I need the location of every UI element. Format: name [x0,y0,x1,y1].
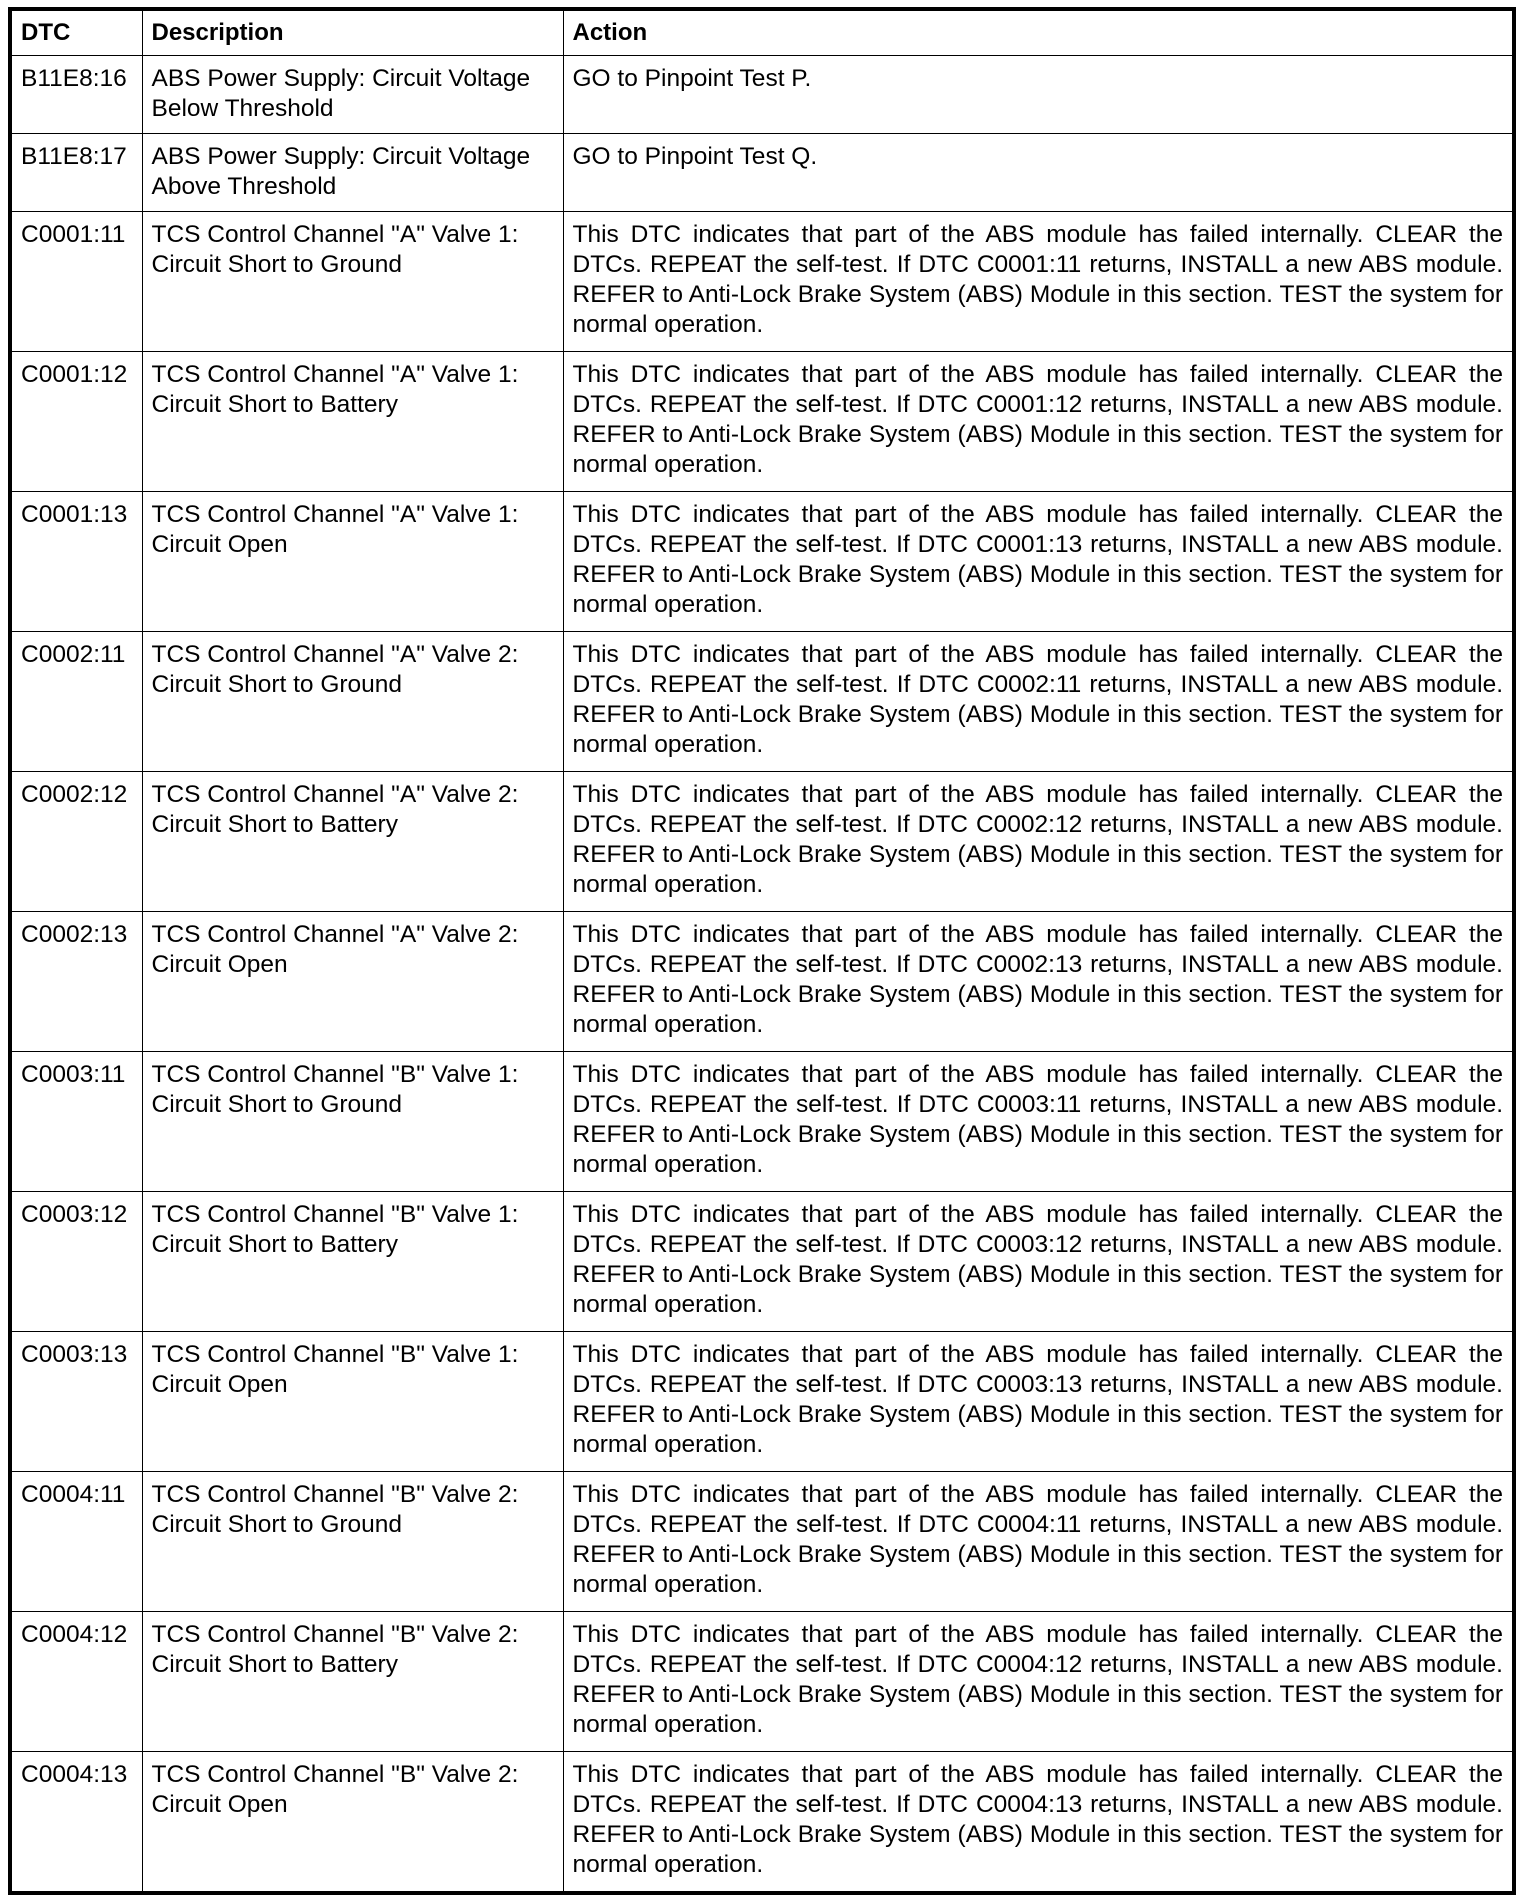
table-row [10,134,1514,212]
dtc-action: This DTC indicates that part of the ABS module has failed internally. CLEAR the DTCs. REPEAT the self-test. If DTC C0001:11 returns, INSTALL a new ABS module. REFER to Anti-Lock Brake System (ABS) Module in this section. TEST the system for normal operation. [563,212,1514,352]
table-row [10,1332,1514,1472]
table-row [10,1472,1514,1612]
table-row [10,1192,1514,1332]
table-row [10,56,1514,134]
dtc-action: This DTC indicates that part of the ABS module has failed internally. CLEAR the DTCs. REPEAT the self-test. If DTC C0004:11 returns, INSTALL a new ABS module. REFER to Anti-Lock Brake System (ABS) Module in this section. TEST the system for normal operation. [563,1472,1514,1612]
dtc-code: C0002:12 [10,772,142,912]
dtc-description: TCS Control Channel "A" Valve 1: Circuit Short to Battery [142,352,563,492]
dtc-description: TCS Control Channel "B" Valve 2: Circuit Short to Ground [142,1472,563,1612]
table-row [10,772,1514,912]
dtc-code: C0003:13 [10,1332,142,1472]
header-description: Description [142,9,563,56]
dtc-description: TCS Control Channel "B" Valve 1: Circuit Short to Battery [142,1192,563,1332]
table-row [10,1052,1514,1192]
dtc-description: TCS Control Channel "A" Valve 2: Circuit Short to Battery [142,772,563,912]
dtc-action: This DTC indicates that part of the ABS module has failed internally. CLEAR the DTCs. REPEAT the self-test. If DTC C0003:12 returns, INSTALL a new ABS module. REFER to Anti-Lock Brake System (ABS) Module in this section. TEST the system for normal operation. [563,1192,1514,1332]
dtc-code: C0003:12 [10,1192,142,1332]
dtc-table [8,7,1516,1895]
dtc-code: C0001:13 [10,492,142,632]
table-body [10,56,1514,1894]
header-action: Action [563,9,1514,56]
dtc-action: This DTC indicates that part of the ABS module has failed internally. CLEAR the DTCs. REPEAT the self-test. If DTC C0002:13 returns, INSTALL a new ABS module. REFER to Anti-Lock Brake System (ABS) Module in this section. TEST the system for normal operation. [563,912,1514,1052]
table-row [10,1612,1514,1752]
dtc-code: C0004:13 [10,1752,142,1894]
dtc-code: C0004:11 [10,1472,142,1612]
dtc-action: GO to Pinpoint Test Q. [563,134,1514,212]
dtc-action: This DTC indicates that part of the ABS module has failed internally. CLEAR the DTCs. REPEAT the self-test. If DTC C0004:13 returns, INSTALL a new ABS module. REFER to Anti-Lock Brake System (ABS) Module in this section. TEST the system for normal operation. [563,1752,1514,1894]
dtc-action: GO to Pinpoint Test P. [563,56,1514,134]
dtc-description: TCS Control Channel "B" Valve 2: Circuit Open [142,1752,563,1894]
dtc-code: B11E8:17 [10,134,142,212]
dtc-code: B11E8:16 [10,56,142,134]
table-row [10,632,1514,772]
dtc-description: TCS Control Channel "B" Valve 1: Circuit Short to Ground [142,1052,563,1192]
table-row [10,212,1514,352]
dtc-code: C0002:11 [10,632,142,772]
dtc-description: TCS Control Channel "A" Valve 2: Circuit Short to Ground [142,632,563,772]
dtc-description: ABS Power Supply: Circuit Voltage Above Threshold [142,134,563,212]
table-header [10,9,1514,56]
table-row [10,912,1514,1052]
dtc-description: TCS Control Channel "A" Valve 2: Circuit Open [142,912,563,1052]
header-dtc: DTC [10,9,142,56]
dtc-code: C0001:11 [10,212,142,352]
dtc-action: This DTC indicates that part of the ABS module has failed internally. CLEAR the DTCs. REPEAT the self-test. If DTC C0001:12 returns, INSTALL a new ABS module. REFER to Anti-Lock Brake System (ABS) Module in this section. TEST the system for normal operation. [563,352,1514,492]
dtc-code: C0001:12 [10,352,142,492]
dtc-code: C0003:11 [10,1052,142,1192]
dtc-action: This DTC indicates that part of the ABS module has failed internally. CLEAR the DTCs. REPEAT the self-test. If DTC C0001:13 returns, INSTALL a new ABS module. REFER to Anti-Lock Brake System (ABS) Module in this section. TEST the system for normal operation. [563,492,1514,632]
table-row [10,352,1514,492]
header-row [10,9,1514,56]
dtc-action: This DTC indicates that part of the ABS module has failed internally. CLEAR the DTCs. REPEAT the self-test. If DTC C0003:11 returns, INSTALL a new ABS module. REFER to Anti-Lock Brake System (ABS) Module in this section. TEST the system for normal operation. [563,1052,1514,1192]
dtc-action: This DTC indicates that part of the ABS module has failed internally. CLEAR the DTCs. REPEAT the self-test. If DTC C0004:12 returns, INSTALL a new ABS module. REFER to Anti-Lock Brake System (ABS) Module in this section. TEST the system for normal operation. [563,1612,1514,1752]
dtc-action: This DTC indicates that part of the ABS module has failed internally. CLEAR the DTCs. REPEAT the self-test. If DTC C0002:12 returns, INSTALL a new ABS module. REFER to Anti-Lock Brake System (ABS) Module in this section. TEST the system for normal operation. [563,772,1514,912]
table-row [10,492,1514,632]
dtc-description: TCS Control Channel "A" Valve 1: Circuit Open [142,492,563,632]
dtc-description: TCS Control Channel "B" Valve 1: Circuit Open [142,1332,563,1472]
dtc-action: This DTC indicates that part of the ABS module has failed internally. CLEAR the DTCs. REPEAT the self-test. If DTC C0003:13 returns, INSTALL a new ABS module. REFER to Anti-Lock Brake System (ABS) Module in this section. TEST the system for normal operation. [563,1332,1514,1472]
dtc-description: ABS Power Supply: Circuit Voltage Below Threshold [142,56,563,134]
dtc-code: C0004:12 [10,1612,142,1752]
dtc-action: This DTC indicates that part of the ABS module has failed internally. CLEAR the DTCs. REPEAT the self-test. If DTC C0002:11 returns, INSTALL a new ABS module. REFER to Anti-Lock Brake System (ABS) Module in this section. TEST the system for normal operation. [563,632,1514,772]
dtc-description: TCS Control Channel "A" Valve 1: Circuit Short to Ground [142,212,563,352]
dtc-code: C0002:13 [10,912,142,1052]
dtc-description: TCS Control Channel "B" Valve 2: Circuit Short to Battery [142,1612,563,1752]
